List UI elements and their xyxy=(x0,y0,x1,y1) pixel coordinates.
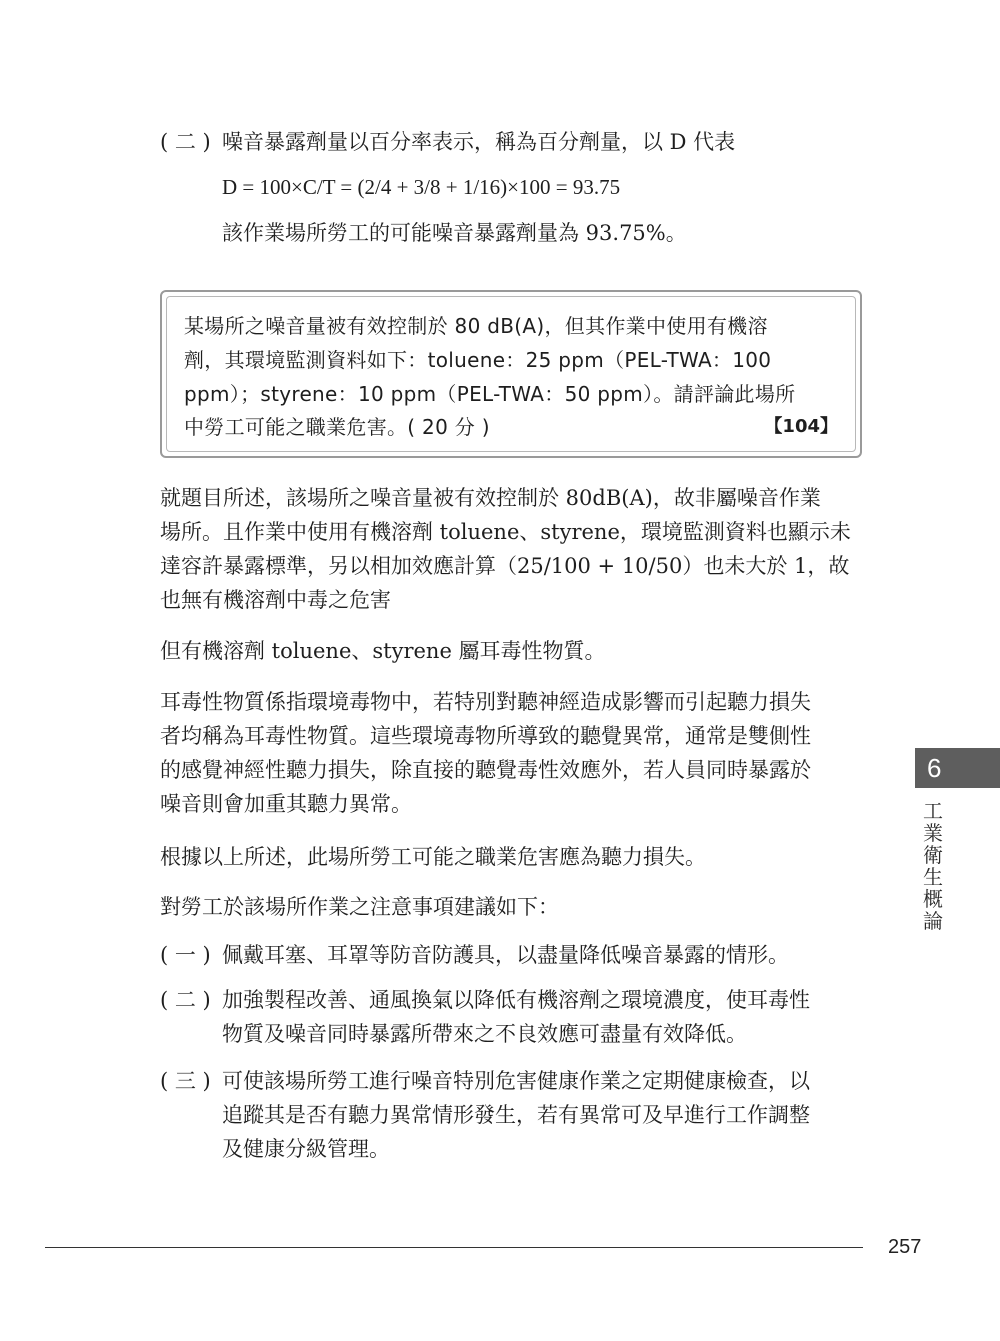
answer-para1-line: 也無有機溶劑中毒之危害 xyxy=(160,588,391,612)
answer-para1-line: 達容許暴露標準，另以相加效應計算（25/100 + 10/50）也未大於 1，故 xyxy=(160,554,850,578)
page-number: 257 xyxy=(888,1236,922,1258)
item-line: 可使該場所勞工進行噪音特別危害健康作業之定期健康檢查，以 xyxy=(222,1069,810,1093)
chapter-title-char: 生 xyxy=(923,865,943,889)
chapter-title-char: 業 xyxy=(923,821,943,845)
question-box xyxy=(160,290,862,458)
answer-para3-line: 的感覺神經性聽力損失，除直接的聽覺毒性效應外，若人員同時暴露於 xyxy=(160,758,811,782)
item-number: ( 三 ) xyxy=(160,1069,211,1093)
section-number: ( 二 ) xyxy=(160,130,211,154)
item-line: 追蹤其是否有聽力異常情形發生，若有異常可及早進行工作調整 xyxy=(222,1103,810,1127)
item-line: 物質及噪音同時暴露所帶來之不良效應可盡量有效降低。 xyxy=(222,1022,747,1046)
chapter-title-char: 衛 xyxy=(923,843,943,867)
question-line: ppm）；styrene：10 ppm（PEL-TWA：50 ppm）。請評論此場所 xyxy=(184,382,796,406)
question-line: 劑，其環境監測資料如下：toluene：25 ppm（PEL-TWA：100 xyxy=(184,348,772,372)
answer-para3-line: 者均稱為耳毒性物質。這些環境毒物所導致的聽覺異常，通常是雙側性 xyxy=(160,724,811,748)
chapter-tab: 6 xyxy=(915,748,1000,788)
answer-para1-line: 就題目所述，該場所之噪音量被有效控制於 80dB(A)，故非屬噪音作業 xyxy=(160,486,821,510)
answer-para1-line: 場所。且作業中使用有機溶劑 toluene、styrene，環境監測資料也顯示未 xyxy=(160,520,851,544)
chapter-title-char: 概 xyxy=(923,887,943,911)
item-line: 及健康分級管理。 xyxy=(222,1137,390,1161)
item-line: 加強製程改善、通風換氣以降低有機溶劑之環境濃度，使耳毒性 xyxy=(222,988,810,1012)
answer-para5: 對勞工於該場所作業之注意事項建議如下： xyxy=(160,895,559,919)
exam-year-tag: 【104】 xyxy=(764,416,838,437)
chapter-title-vertical xyxy=(922,800,944,932)
answer-para3-line: 噪音則會加重其聽力異常。 xyxy=(160,792,412,816)
footer-rule xyxy=(45,1247,863,1248)
question-line: 中勞工可能之職業危害。( 20 分 ) xyxy=(184,415,490,439)
question-line: 某場所之噪音量被有效控制於 80 dB(A)，但其作業中使用有機溶 xyxy=(184,314,768,338)
answer-para4: 根據以上所述，此場所勞工可能之職業危害應為聽力損失。 xyxy=(160,845,706,869)
item-number: ( 一 ) xyxy=(160,943,211,967)
chapter-title-char: 工 xyxy=(923,799,943,823)
answer-para2: 但有機溶劑 toluene、styrene 屬耳毒性物質。 xyxy=(160,639,606,663)
dose-result: 該作業場所勞工的可能噪音暴露劑量為 93.75%。 xyxy=(222,221,687,245)
dose-formula: D = 100×C/T = (2/4 + 3/8 + 1/16)×100 = 93.75 xyxy=(222,175,621,199)
answer-para3-line: 耳毒性物質係指環境毒物中，若特別對聽神經造成影響而引起聽力損失 xyxy=(160,690,811,714)
chapter-title-char: 論 xyxy=(923,909,943,933)
section-text: 噪音暴露劑量以百分率表示，稱為百分劑量，以 D 代表 xyxy=(222,130,736,154)
item-line: 佩戴耳塞、耳罩等防音防護具，以盡量降低噪音暴露的情形。 xyxy=(222,943,789,967)
item-number: ( 二 ) xyxy=(160,988,211,1012)
